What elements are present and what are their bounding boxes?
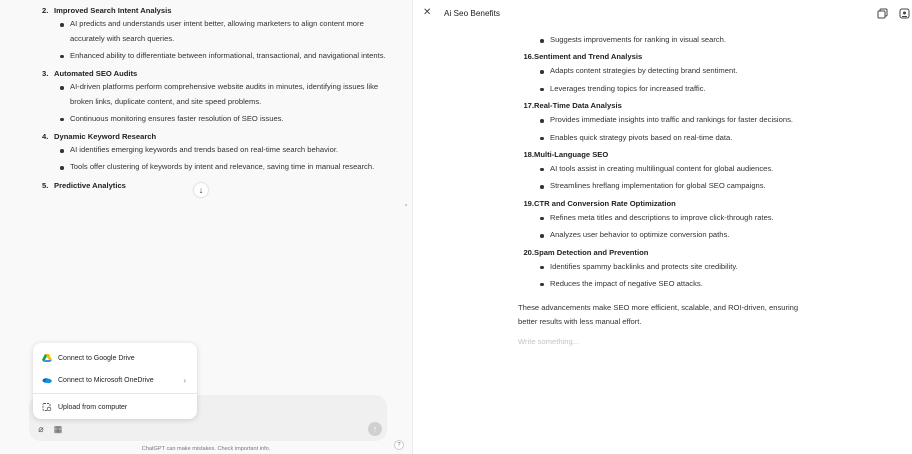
section-heading [42,4,392,17]
section-heading [523,197,818,211]
section-heading [42,67,392,80]
section-title: Automated SEO Audits [54,69,138,78]
section-heading [523,50,818,64]
list-item: Analyzes user behavior to optimize conversion paths. [538,228,818,242]
section-heading [523,246,818,260]
help-button[interactable]: ? [394,440,404,450]
section-title: Multi-Language SEO [534,149,609,159]
bullet-list [518,33,818,47]
list-item: AI identifies emerging keywords and trends based on real-time search behavior. [58,143,392,158]
bullet-list [518,211,818,242]
section-number: 16. [523,52,534,62]
section [518,246,818,291]
section-number: 5. [42,180,49,190]
section-title: Predictive Analytics [54,180,126,190]
list-item: Tools offer clustering of keywords by intent and relevance, saving time in manual research. [58,160,392,175]
list-item: Identifies spammy backlinks and protects site credibility. [538,260,818,274]
editor-placeholder[interactable]: Write something... [518,336,580,346]
scroll-down-button[interactable] [194,183,208,197]
list-item: AI tools assist in creating multilingual content for global audiences. [538,162,818,176]
list-item: Adapts content strategies by detecting brand sentiment. [538,64,818,78]
list-item: Continuous monitoring ensures faster resolution of SEO issues. [58,112,392,127]
section-number: 2. [42,6,49,15]
section [42,67,392,126]
menu-item-label: Connect to Microsoft OneDrive [58,376,154,384]
upload-menu [33,343,197,419]
list-item: Provides immediate insights into traffic and rankings for faster decisions. [538,113,818,127]
chat-pane [0,0,412,454]
section [518,148,818,193]
upload-icon [42,403,52,411]
menu-item-label: Upload from computer [58,403,128,411]
section [42,179,392,192]
chevron-right-icon: › [183,376,186,385]
section-number: 19. [523,198,534,208]
section [42,130,392,175]
section-title: Dynamic Keyword Research [54,132,157,141]
section-title: Spam Detection and Prevention [534,247,649,257]
list-item: Refines meta titles and descriptions to improve click-through rates. [538,211,818,225]
pane-resize-handle[interactable] [405,204,407,206]
section-heading [42,179,392,192]
menu-item-onedrive[interactable] [33,369,197,391]
canvas-header [413,0,912,28]
menu-item-google-drive[interactable] [33,347,197,369]
section-title: CTR and Conversion Rate Optimization [534,198,676,208]
paperclip-icon[interactable]: ⌀ [38,424,44,434]
section-heading [42,130,392,143]
section-title: Sentiment and Trend Analysis [534,52,643,62]
conclusion-paragraph: These advancements make SEO more efficient, scalable, and ROI-driven, ensuring better results with less manual effort. [518,302,799,326]
list-item: AI-driven platforms perform comprehensive website audits in minutes, identifying issues like broken links, duplicate content, and site speed problems. [58,80,392,109]
bullet-list [518,260,818,291]
copy-icon[interactable] [877,8,888,19]
section [518,50,818,95]
chat-messages [42,4,392,208]
canvas-title: Ai Seo Benefits [444,9,500,18]
menu-divider [33,393,197,394]
share-icon[interactable] [899,8,910,19]
bullet-list [518,113,818,144]
bullet-list [42,17,392,63]
list-item: AI predicts and understands user intent better, allowing marketers to align content more accurately with search queries. [58,17,392,46]
bullet-list [518,162,818,193]
send-button[interactable]: ↑ [368,422,382,436]
onedrive-icon [42,376,52,384]
section-title: Real-Time Data Analysis [534,101,622,111]
bullet-list [518,64,818,95]
section-heading [523,99,818,113]
canvas-pane [412,0,912,454]
close-icon[interactable]: ✕ [423,7,432,18]
section-number: 17. [523,101,534,111]
section [518,99,818,144]
list-item: Streamlines hreflang implementation for global SEO campaigns. [538,179,818,193]
section-heading [523,148,818,162]
bullet-list [42,143,392,175]
section-title: Improved Search Intent Analysis [54,6,172,15]
list-item: Enhanced ability to differentiate between informational, transactional, and navigational intents. [58,49,392,64]
list-item: Enables quick strategy pivots based on real-time data. [538,131,818,145]
canvas-document[interactable] [518,33,818,349]
menu-item-upload-computer[interactable] [33,396,197,418]
list-item: Leverages trending topics for increased traffic. [538,82,818,96]
arrow-down-icon: ↓ [198,185,204,195]
list-item: Reduces the impact of negative SEO attacks. [538,277,818,291]
tools-icon[interactable]: ▦ [53,424,63,434]
google-drive-icon [42,354,52,362]
menu-item-label: Connect to Google Drive [58,354,135,362]
chat-fade [0,196,412,210]
list-item: Suggests improvements for ranking in visual search. [538,33,818,47]
section-number: 18. [523,149,534,159]
section [42,4,392,63]
section-number: 20. [523,247,534,257]
bullet-list [42,80,392,126]
disclaimer-text: ChatGPT can make mistakes. Check important info. [141,446,271,452]
section-number: 3. [42,69,49,78]
doc-sections [518,50,818,291]
section [518,197,818,242]
section-number: 4. [42,132,49,141]
